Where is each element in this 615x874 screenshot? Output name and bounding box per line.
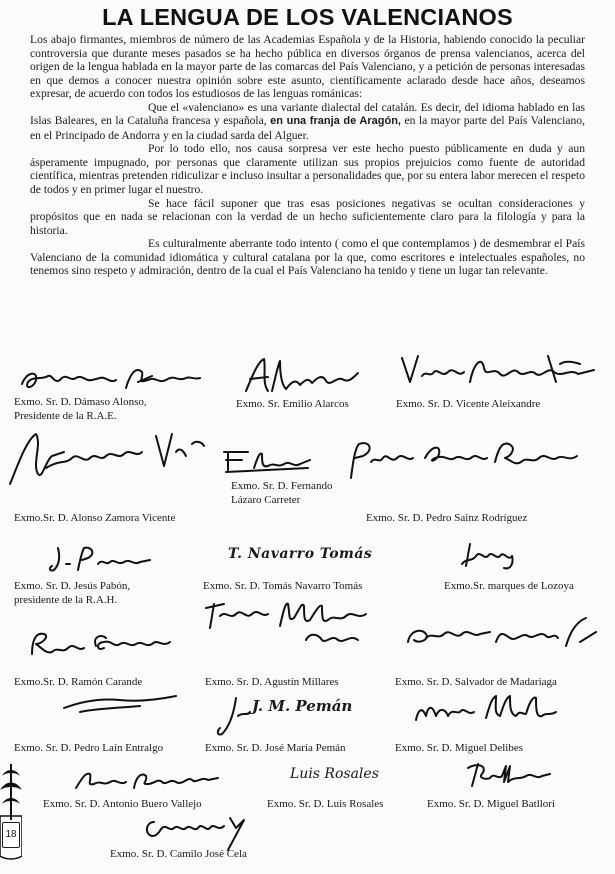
letter-body	[30, 33, 585, 278]
paragraph-surprise: Por lo todo ello, nos causa sorpresa ver este hecho puesto públicamente en duda y aun ásperamente impugnado, por personas que claramente utilizan sus propios prejuicios como fuente de autoridad científica, mientras pretenden ridiculizar e incluso insultar a personalidades que, por su entera labor merecen el respeto de todos y en primer lugar el nuestro.	[30, 142, 585, 197]
signature-miguel-batllori	[462, 760, 552, 790]
signatory-pedro-lain-entralgo: Exmo. Sr. D. Pedro Laín Entralgo	[14, 742, 164, 754]
signatory-damaso-alonso: Exmo. Sr. D. Dámaso Alonso, Presidente de la R.A.E.	[14, 396, 147, 422]
signature-marques-de-lozoya	[458, 540, 528, 572]
signatory-miguel-delibes: Exmo. Sr. D. Miguel Delibes	[395, 742, 524, 754]
signature-pedro-lain-entralgo	[60, 692, 180, 716]
signatory-salvador-de-madariaga: Exmo. Sr. D. Salvador de Madariaga	[395, 676, 557, 688]
signature-miguel-delibes	[410, 690, 560, 730]
signature-jose-maria-peman-mark	[214, 694, 254, 738]
signature-damaso-alonso	[18, 362, 203, 394]
signature-camilo-jose-cela	[140, 812, 260, 852]
signature-luis-rosales: Luis Rosales	[290, 766, 379, 782]
signature-ramon-carande	[26, 624, 176, 660]
signatory-jesus-pabon: Exmo. Sr. D. Jesús Pabón, presidente de la R.A.H.	[14, 580, 131, 606]
signatory-miguel-batllori: Exmo. Sr. D. Miguel Batllori	[427, 798, 556, 810]
signatory-luis-rosales: Exmo. Sr. D. Luis Rosales	[267, 798, 384, 810]
signature-salvador-de-madariaga	[400, 612, 600, 658]
signature-vicente-aleixandre	[398, 352, 598, 392]
signature-jose-maria-peman: J. M. Pemán	[252, 697, 353, 715]
signature-antonio-buero-vallejo	[72, 766, 222, 794]
signatory-marques-de-lozoya: Exmo.Sr. marques de Lozoya	[444, 580, 574, 592]
signatory-vicente-aleixandre: Exmo. Sr. D. Vicente Aleixandre	[396, 398, 541, 410]
signature-alonso-zamora-vicente	[6, 430, 206, 490]
signature-agustin-millares	[200, 598, 375, 650]
paragraph-suppose: Se hace fácil suponer que tras esas posiciones negativas se ocultan consideraciones y propósitos que en nada se relacionan con la verdad de un hecho suficientemente claro para la filología y para la historia.	[30, 196, 585, 237]
signatory-camilo-jose-cela: Exmo. Sr. D. Camilo José Cela	[110, 848, 247, 860]
page-title: LA LENGUA DE LOS VALENCIANOS	[102, 4, 513, 30]
signatory-pedro-sainz-rodriguez: Exmo. Sr. D. Pedro Sainz Rodríguez	[366, 512, 528, 524]
emphasis-aragon: en una franja de Aragón,	[270, 115, 401, 128]
signature-tomas-navarro-tomas: T. Navarro Tomás	[228, 546, 373, 562]
signatory-alonso-zamora-vicente: Exmo.Sr. D. Alonso Zamora Vicente	[14, 512, 176, 524]
signatory-antonio-buero-vallejo: Exmo. Sr. D. Antonio Buero Vallejo	[43, 798, 202, 810]
signatory-fernando-lazaro-carreter: Exmo. Sr. D. Fernando Lázaro Carreter	[231, 480, 333, 506]
paragraph-aberrant: Es culturalmente aberrante todo intento ( como el que contemplamos ) de desmembrar el País Valenciano de la comunidad idiomática y cultural catalana por la que, como escritores e intelectuales españoles, no tenemos sino respeto y admiración, dentro de la cual el País Valenciano ha tenido y tiene un lugar tan relevante.	[30, 237, 585, 278]
page-number: 18	[2, 822, 20, 848]
paragraph-statement: Que el «valenciano» es una variante dialectal del catalán. Es decir, del idioma hablado en las Islas Baleares, en la Cataluña francesa y española, en una franja de Aragón, en la mayor parte del País Valenciano, en el Principado de Andorra y en la ciudad sarda del Alguer.	[30, 100, 586, 142]
signature-emilio-alarcos	[242, 355, 362, 397]
signatory-tomas-navarro-tomas: Exmo. Sr. D. Tomás Navarro Tomás	[203, 580, 363, 592]
signatory-jose-maria-peman: Exmo. Sr. D. José María Pemán	[205, 742, 346, 754]
paragraph-intro: Los abajo firmantes, miembros de número de las Academias Española y de la Historia, habiendo conocido la peculiar controversia que durante meses pasados se ha hecho pública en diversos órganos de prensa valencianos, acerca del origen de la lengua hablada en la mayor parte de las comarcas del País Valenciano, y a petición de personas interesadas en que demos a conocer nuestra opinión sobre este asunto, científicamente aclarado desde hace años, deseamos expresar, de acuerdo con todos los estudiosos de las lenguas románicas:	[30, 33, 585, 101]
signature-fernando-lazaro-carreter	[222, 448, 312, 474]
signature-pedro-sainz-rodriguez	[345, 438, 585, 482]
signatory-ramon-carande: Exmo.Sr. D. Ramón Carande	[14, 676, 143, 688]
signature-jesus-pabon	[44, 544, 154, 574]
signatory-emilio-alarcos: Exmo. Sr. Emilio Alarcos	[236, 398, 349, 410]
signatory-agustin-millares: Exmo. Sr. D. Agustín Millares	[205, 676, 339, 688]
